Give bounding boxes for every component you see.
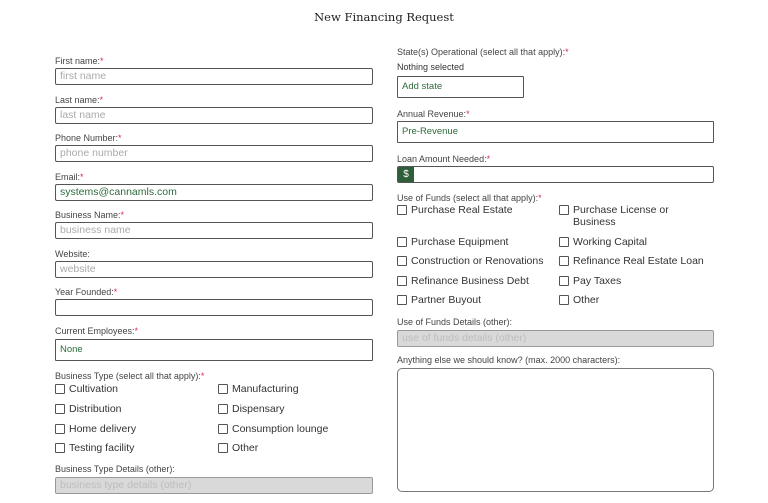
use-of-funds-other-label: Use of Funds Details (other): (397, 317, 513, 327)
anything-else-label: Anything else we should know? (max. 2000 characters): (397, 355, 621, 365)
business-name-label: Business Name:* (55, 210, 125, 220)
page-title: New Financing Request (314, 10, 454, 24)
business-type-dispensary[interactable]: Dispensary (218, 403, 285, 415)
funds-refinance-business-debt[interactable]: Refinance Business Debt (397, 275, 529, 287)
phone-input[interactable]: phone number (55, 145, 373, 162)
loan-label: Loan Amount Needed:* (397, 154, 491, 164)
use-of-funds-label: Use of Funds (select all that apply):* (397, 193, 542, 203)
anything-else-textarea[interactable] (397, 368, 714, 492)
revenue-select[interactable]: Pre-Revenue (397, 121, 714, 143)
business-type-distribution[interactable]: Distribution (55, 403, 122, 415)
checkbox-icon[interactable] (397, 205, 407, 215)
email-input[interactable]: systems@cannamls.com (55, 184, 373, 201)
funds-purchase-real-estate[interactable]: Purchase Real Estate (397, 204, 557, 216)
use-of-funds-other-input[interactable]: use of funds details (other) (397, 330, 714, 347)
business-type-home-delivery[interactable]: Home delivery (55, 423, 136, 435)
checkbox-icon[interactable] (55, 443, 65, 453)
email-label: Email:* (55, 172, 84, 182)
checkbox-icon[interactable] (55, 424, 65, 434)
first-name-label: First name:* (55, 56, 104, 66)
funds-partner-buyout[interactable]: Partner Buyout (397, 294, 481, 306)
funds-refinance-real-estate[interactable]: Refinance Real Estate Loan (559, 255, 704, 267)
business-type-other-label: Business Type Details (other): (55, 464, 175, 474)
states-status: Nothing selected (397, 62, 465, 72)
checkbox-icon[interactable] (559, 295, 569, 305)
last-name-label: Last name:* (55, 95, 104, 105)
business-type-testing-facility[interactable]: Testing facility (55, 442, 134, 454)
checkbox-icon[interactable] (218, 424, 228, 434)
employees-label: Current Employees:* (55, 326, 139, 336)
business-type-consumption-lounge[interactable]: Consumption lounge (218, 423, 328, 435)
year-founded-input[interactable] (55, 299, 373, 316)
checkbox-icon[interactable] (397, 295, 407, 305)
checkbox-icon[interactable] (218, 404, 228, 414)
business-type-other[interactable]: Other (218, 442, 258, 454)
checkbox-icon[interactable] (559, 205, 569, 215)
add-state-select[interactable]: Add state (397, 76, 524, 98)
funds-working-capital[interactable]: Working Capital (559, 236, 647, 248)
business-type-manufacturing[interactable]: Manufacturing (218, 383, 299, 395)
checkbox-icon[interactable] (559, 256, 569, 266)
checkbox-icon[interactable] (55, 404, 65, 414)
last-name-input[interactable]: last name (55, 107, 373, 124)
checkbox-icon[interactable] (218, 443, 228, 453)
phone-label: Phone Number:* (55, 133, 122, 143)
checkbox-icon[interactable] (559, 237, 569, 247)
website-label: Website: (55, 249, 90, 259)
website-input[interactable]: website (55, 261, 373, 278)
checkbox-icon[interactable] (397, 276, 407, 286)
funds-construction[interactable]: Construction or Renovations (397, 255, 544, 267)
checkbox-icon[interactable] (397, 256, 407, 266)
business-name-input[interactable]: business name (55, 222, 373, 239)
loan-input[interactable] (397, 166, 714, 183)
checkbox-icon[interactable] (559, 276, 569, 286)
first-name-input[interactable]: first name (55, 68, 373, 85)
funds-purchase-license[interactable]: Purchase License or Business (559, 204, 709, 228)
checkbox-icon[interactable] (55, 384, 65, 394)
business-type-other-input[interactable]: business type details (other) (55, 477, 373, 494)
funds-other[interactable]: Other (559, 294, 599, 306)
employees-select[interactable]: None (55, 339, 373, 361)
business-type-cultivation[interactable]: Cultivation (55, 383, 118, 395)
states-label: State(s) Operational (select all that apply):* (397, 47, 569, 57)
business-type-label: Business Type (select all that apply):* (55, 371, 205, 381)
checkbox-icon[interactable] (218, 384, 228, 394)
funds-purchase-equipment[interactable]: Purchase Equipment (397, 236, 508, 248)
dollar-prefix: $ (398, 167, 414, 182)
year-founded-label: Year Founded:* (55, 287, 118, 297)
funds-pay-taxes[interactable]: Pay Taxes (559, 275, 621, 287)
revenue-label: Annual Revenue:* (397, 109, 470, 119)
checkbox-icon[interactable] (397, 237, 407, 247)
